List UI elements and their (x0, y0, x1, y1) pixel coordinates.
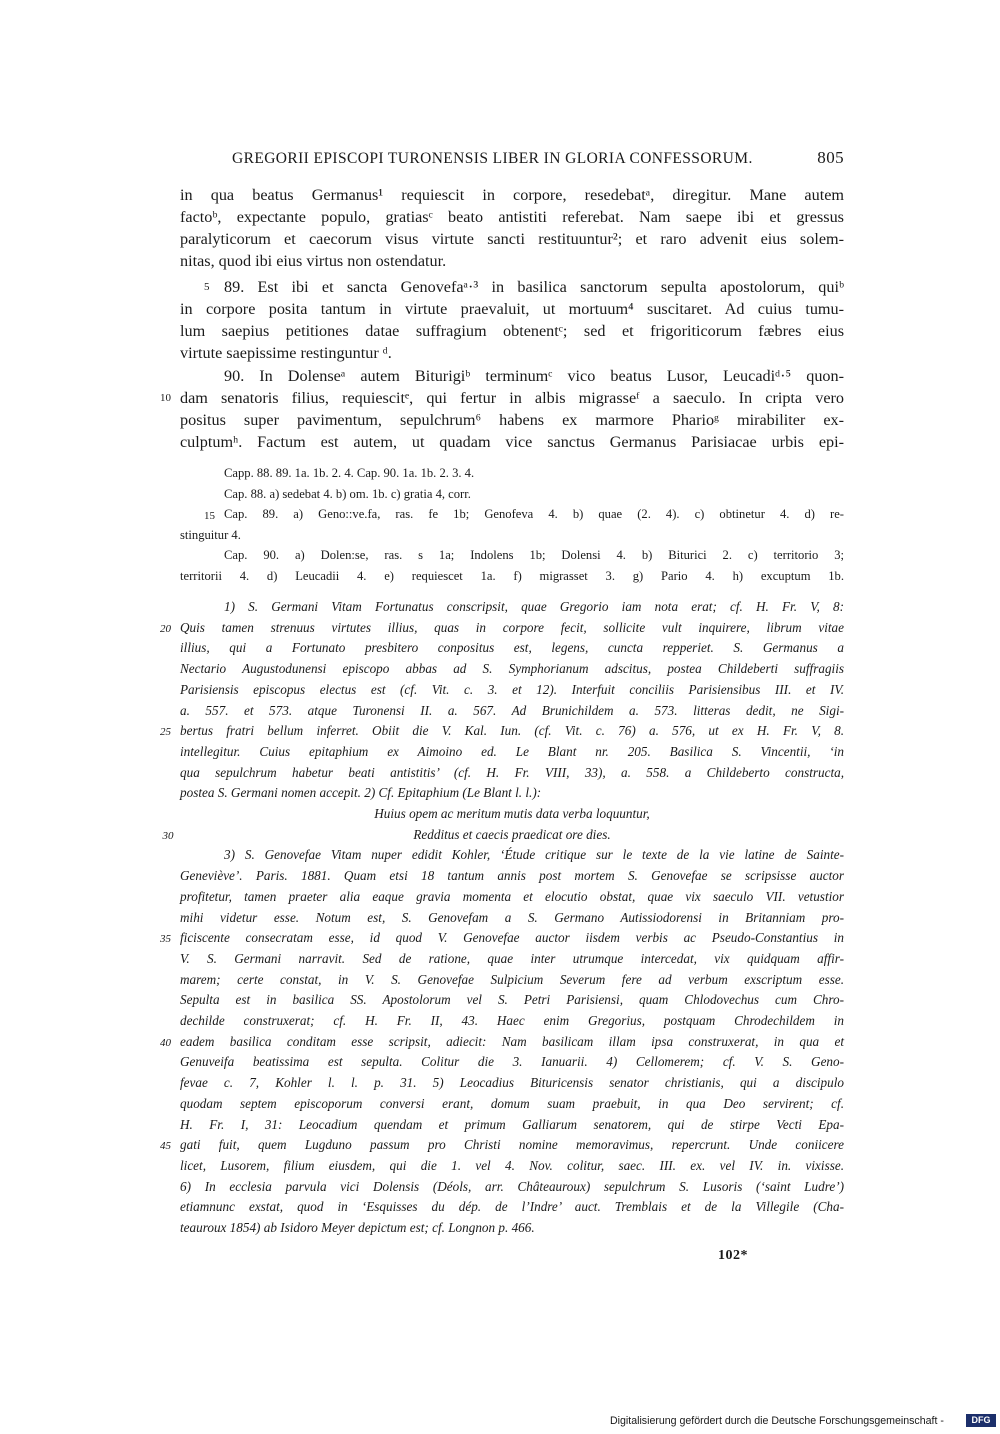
footnote-line-text: quodam septem episcoporum conversi erant, domum suam praebuit, in qua Deo servirent; cf. (180, 1095, 844, 1111)
body-line-text: dam senatoris filius, requiescitᵉ, qui fertur in albis migrasseᶠ a saeculo. In cripta vero (180, 389, 844, 407)
line-number: 15 (204, 510, 215, 522)
footnote-line-text: etiamnunc exstat, quod in ‘Esquisses du dép. de l’Indre’ auct. Tremblais et de la Villegile (Cha- (180, 1199, 844, 1215)
footnote-line-text: a. 557. et 573. atque Turonensi II. a. 567. Ad Brunichildem a. 573. litteras dedit, ne Sigi- (180, 702, 844, 718)
footnote-line (180, 889, 844, 905)
footnote-line (160, 619, 844, 636)
body-line (180, 300, 844, 319)
running-title: GREGORII EPISCOPI TURONENSIS LIBER IN GLORIA CONFESSORUM. (232, 150, 753, 167)
footnote-line-text: qua sepulchrum habetur beati antistitis’ (cf. H. Fr. VIII, 33), a. 558. a Childeberto constructa, (180, 764, 844, 780)
footnote-line-text: 1) S. Germani Vitam Fortunatus conscripsit, quae Gregorio iam nota erat; cf. H. Fr. V, 8: (224, 599, 844, 614)
running-header (232, 150, 844, 174)
footnote-line (180, 1220, 844, 1236)
line-number: 30 (162, 829, 174, 842)
body-line (180, 252, 844, 271)
body-line (180, 230, 844, 249)
page-number: 805 (817, 148, 844, 167)
footnote-line-text: ficiscente consecratam esse, id quod V. Genovefae auctor iisdem verbis ac Pseudo-Constantius in (180, 930, 844, 946)
footnote-line-text: teauroux 1854) ab Isidoro Meyer depictum est; cf. Longnon p. 466. (180, 1220, 535, 1235)
body-line-text: 90. In Dolenseᵃ autem Biturigiᵇ terminumᶜ vico beatus Lusor, Leucadiᵈ·⁵ quon- (224, 367, 844, 385)
footnote-line-text: postea S. Germani nomen accepit. 2) Cf. Epitaphium (Le Blant l. l.): (180, 785, 542, 801)
footnote-line-text: Geneviève’. Paris. 1881. Quam etsi 18 tantum annis post mortem S. Genovefae se scripsisse auctor (180, 868, 844, 884)
body-line-text: paralyticorum et caecorum visus virtute sancti restituuntur²; et raro advenit eius solem- (180, 230, 844, 248)
footnote-line (160, 930, 844, 946)
footnote-line (180, 1013, 844, 1029)
line-number: 45 (160, 1140, 171, 1153)
digitization-footer (610, 1414, 998, 1430)
apparatus-line (180, 528, 844, 543)
body-line (160, 389, 844, 408)
body-line (180, 186, 844, 205)
footnote-line (180, 847, 844, 863)
signature-mark: 102* (718, 1248, 748, 1263)
body-line-text: culptumʰ. Factum est autem, ut quadam vice sanctus Germanus Parisiacae urbis epi- (180, 433, 844, 451)
footnote-line (180, 785, 844, 801)
footnote-line-text: 3) S. Genovefae Vitam nuper edidit Kohler, ‘Étude critique sur le texte de la vie latine de Sainte- (224, 847, 844, 863)
body-line (180, 344, 844, 363)
footnote-line-text: profitetur, tamen praeter alia eaque gravia momenta et elocutio obstat, quae vix saeculo VII. vetustior (180, 888, 844, 904)
footnote-line-text: Quis tamen strenuus virtutes illius, quas in corpore fecit, sollicite vult inquirere, librum vitae (180, 619, 844, 635)
footnote-line (162, 826, 844, 843)
footnote-line (180, 640, 844, 656)
footnote-line-text: eadem basilica conditam esse scripsit, adiecit: Nam basilicam illam ipsa construxerat, in qua et (180, 1033, 844, 1049)
footnote-line (180, 868, 844, 884)
footnote-line-text: Genuveifa beatissima est sepulta. Colitur die 3. Ianuarii. 4) Cellomerem; cf. V. S. Geno- (180, 1054, 844, 1070)
body-line (180, 411, 844, 430)
body-line (180, 278, 844, 297)
footnote-line (180, 661, 844, 677)
footnote-line (180, 972, 844, 988)
line-number: 25 (160, 726, 171, 739)
dfg-logo: DFG (966, 1414, 996, 1427)
body-line (180, 208, 844, 227)
footnote-line-text: illius, qui a Fortunato presbitero conpositus est, legens, cuncta repperiet. S. Germanus a (180, 640, 844, 656)
footnote-line-text: Huius opem ac meritum mutis data verba loquuntur, (374, 806, 650, 821)
body-line-text: in qua beatus Germanus¹ requiescit in corpore, resedebatᵃ, diregitur. Mane autem (180, 186, 844, 204)
footnote-line (180, 806, 844, 822)
body-line-text: virtute saepissime restinguntur ᵈ. (180, 344, 392, 362)
footnote-line-text: fevae c. 7, Kohler l. l. p. 31. 5) Leocadius Bituricensis senator christianis, qui a discipulo (180, 1075, 844, 1091)
footnote-line (180, 1096, 844, 1112)
apparatus-line (180, 487, 844, 502)
body-line-text: in corpore posita tantum in virtute praevaluit, ut mortuum⁴ suscitaret. Ad cuius tumu- (180, 300, 844, 318)
line-number: 5 (204, 281, 210, 293)
footnote-line (180, 1158, 844, 1174)
footnote-line-text: Nectario Augustodunensi episcopo abbas ad S. Symphorianum adscitus, postea Childeberti suffragiis (180, 661, 844, 677)
footnote-line-text: intellegitur. Cuius epitaphium ex Aimoino ed. Le Blant nr. 205. Basilica S. Vincentii, ‘in (180, 743, 844, 759)
footnote-line (180, 951, 844, 967)
body-line (180, 367, 844, 386)
footnote-line (180, 1054, 844, 1070)
footnote-line (180, 1117, 844, 1133)
footnote-line (180, 703, 844, 719)
apparatus-line (180, 466, 844, 481)
apparatus-line-text: Cap. 89. a) Geno::ve.fa, ras. fe 1b; Genofeva 4. b) quae (2. 4). c) obtinetur 4. d) re- (224, 507, 844, 521)
footnote-line-text: dechilde construxerat; cf. H. Fr. II, 43. Haec enim Gregorius, postquam Chrodechildem in (180, 1013, 844, 1028)
apparatus-line-text: Cap. 90. a) Dolen:se, ras. s 1a; Indolens 1b; Dolensi 4. b) Biturici 2. c) territorio 3; (224, 548, 844, 562)
line-number: 20 (160, 622, 171, 635)
apparatus-line (180, 569, 844, 584)
footnote-line-text: Redditus et caecis praedicat ore dies. (413, 826, 611, 842)
footnote-line-text: H. Fr. I, 31: Leocadium quendam et primum Galliarum senatorem, qui de stirpe Vecti Epa- (180, 1116, 844, 1132)
apparatus-line (180, 548, 844, 563)
footnote-line (160, 1137, 844, 1153)
footnote-line (160, 1033, 844, 1050)
footnote-line (180, 682, 844, 698)
footnote-line (180, 599, 844, 615)
body-line-text: nitas, quod ibi eius virtus non ostendatur. (180, 252, 447, 270)
footnote-line-text: mihi videtur esse. Notum est, S. Genovefam a S. Germano Autissiodorensi in Britanniam pro- (180, 909, 844, 925)
footnote-line (180, 744, 844, 760)
footnote-line (180, 992, 844, 1008)
line-number: 10 (160, 392, 171, 404)
apparatus-line-text: stinguitur 4. (180, 527, 241, 542)
body-line-text: factoᵇ, expectante populo, gratiasᶜ beato antistiti referebat. Nam saepe ibi et gressus (180, 208, 844, 226)
body-line (180, 322, 844, 341)
footnote-line-text: 6) In ecclesia parvula vici Dolensis (Déols, arr. Châteauroux) sepulchrum S. Lusoris (‘saint Ludre’) (180, 1178, 844, 1194)
line-number: 40 (160, 1036, 171, 1049)
apparatus-line-text: Cap. 88. a) sedebat 4. b) om. 1b. c) gratia 4, corr. (224, 486, 471, 501)
footnote-line-text: bertus fratri bellum inferret. Obiit die V. Kal. Iun. (cf. Vit. c. 76) a. 576, ut ex H. Fr. V, 8. (180, 723, 844, 739)
footnote-line-text: marem; certe constat, in V. S. Genovefae Sulpicium Severum fere ad verbum exscriptum esse. (180, 971, 844, 987)
footnote-line-text: gati fuit, quem Lugduno passum pro Christi nomine memoravimus, repercrunt. Unde coniicere (180, 1137, 844, 1153)
footnote-line-text: Parisiensis episcopus electus est (cf. Vit. c. 3. et 12). Interfuit conciliis Parisiensibus III. et IV. (180, 681, 844, 697)
footnote-line (180, 765, 844, 781)
body-line-text: 89. Est ibi et sancta Genovefaᵃ·³ in basilica sanctorum sepulta apostolorum, quiᵇ (224, 278, 844, 296)
body-line (180, 433, 844, 452)
footnote-line-text: Sepulta est in basilica SS. Apostolorum vel S. Petri Parisiensi, quam Chlodovechus cum Chro- (180, 992, 844, 1008)
footnote-line (180, 1075, 844, 1091)
body-line-text: positus super pavimentum, sepulchrum⁶ habens ex marmore Pharioᵍ mirabiliter ex- (180, 411, 844, 429)
footnote-line (180, 1179, 844, 1195)
footnote-line (180, 1199, 844, 1215)
apparatus-line-text: territorii 4. d) Leucadii 4. e) requiescet 1a. f) migrasset 3. g) Pario 4. h) excuptum 1b. (180, 568, 844, 583)
footnote-line-text: licet, Lusorem, filium eiusdem, qui die 1. vel 4. Nov. colitur, saec. III. ex. vel IV. in. vixisse. (180, 1157, 844, 1173)
body-line-text: lum saepius petitiones datae suffragium obtenentᶜ; sed et frigoriticorum fæbres eius (180, 322, 844, 340)
apparatus-line (180, 507, 844, 522)
apparatus-line-text: Capp. 88. 89. 1a. 1b. 2. 4. Cap. 90. 1a. 1b. 2. 3. 4. (224, 466, 475, 480)
line-number: 35 (160, 933, 171, 946)
footnote-line (180, 910, 844, 926)
footnote-line-text: V. S. Germani narravit. Sed de ratione, quae inter utrumque intercedat, vix quidquam affir- (180, 950, 844, 966)
footer-text: Digitalisierung gefördert durch die Deutsche Forschungsgemeinschaft - (610, 1415, 944, 1427)
footnote-line (160, 723, 844, 739)
